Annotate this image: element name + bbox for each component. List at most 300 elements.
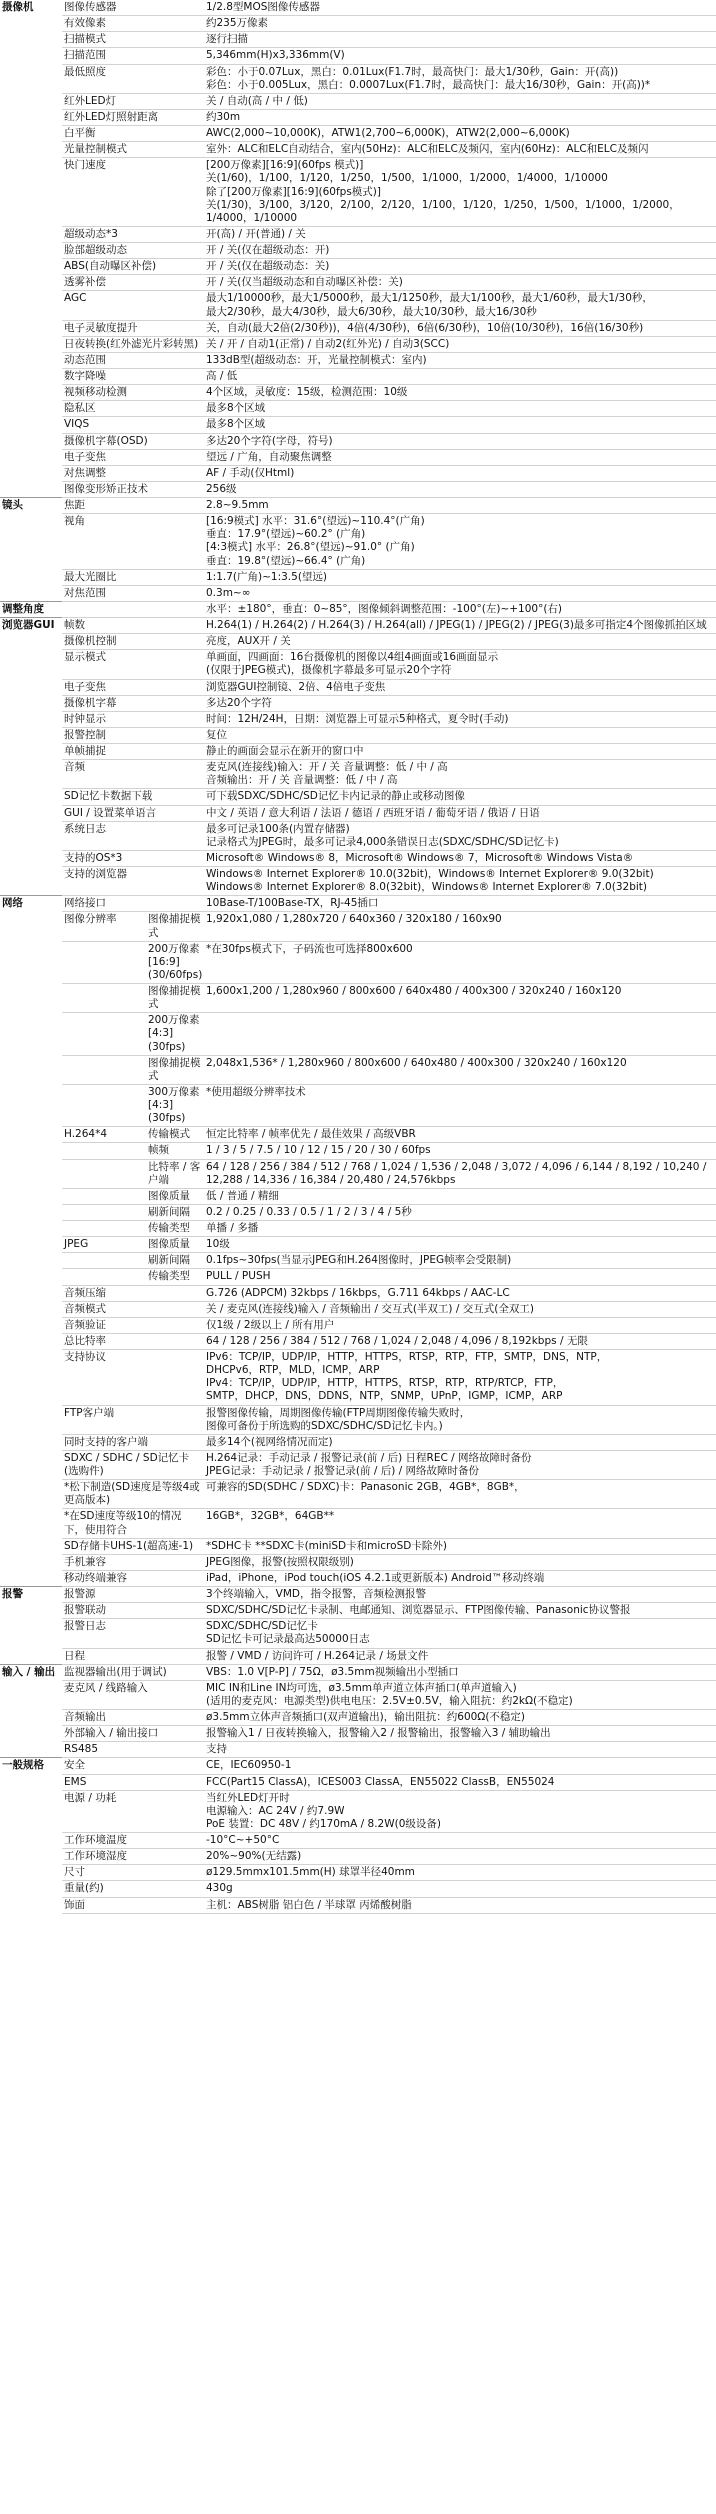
spec-row [0,126,716,142]
spec-label: 音频输出 [62,1710,204,1726]
section-spacer [0,1833,62,1849]
spec-sublabel: 图像质量 [146,1188,204,1204]
spec-label: 红外LED灯照射距离 [62,109,204,125]
spec-value [204,1253,716,1269]
section-spacer [0,760,62,789]
section-spacer [0,1159,62,1188]
section-spacer [0,695,62,711]
spec-label: 电子灵敏度提升 [62,320,204,336]
spec-row [0,449,716,465]
spec-value [204,1480,716,1509]
spec-value-line: 彩色：小于0.005Lux，黑白：0.0007Lux(F1.7时，最高快门：最大16/30秒，Gain：开(高))* [206,78,651,91]
spec-value-line: 报警图像传输，周期图像传输(FTP周期图像传输失败时， [206,1406,471,1419]
spec-row [0,1237,716,1253]
spec-value [204,821,716,850]
spec-row [0,711,716,727]
spec-value-line: 2,048x1,536* / 1,280x960 / 800x600 / 640x480 / 400x300 / 320x240 / 160x120 [206,1056,627,1069]
spec-row [0,1450,716,1479]
spec-value [204,449,716,465]
spec-value [204,48,716,64]
section-spacer [0,417,62,433]
spec-label: 监视器输出(用于调试) [62,1664,204,1680]
spec-value-line: IPv4：TCP/IP，UDP/IP，HTTP，HTTPS，RTSP，RTP，RTP/RTCP，FTP， [206,1377,564,1390]
spec-value [204,867,716,896]
section-spacer [0,1253,62,1269]
spec-row [0,1013,716,1055]
section-title: 摄像机 [2,1,34,13]
section-spacer [0,850,62,866]
spec-label: 视频移动检测 [62,385,204,401]
spec-label: 最大光圈比 [62,569,204,585]
spec-value [204,369,716,385]
spec-value [204,336,716,352]
section-spacer [0,32,62,48]
spec-label: 显示模式 [62,650,204,679]
spec-value [204,385,716,401]
spec-value-line: 垂直：19.8°(望远)~66.4° (广角) [206,554,366,567]
spec-row [0,618,716,634]
spec-label [62,1143,146,1159]
section-spacer [0,789,62,805]
spec-label: 隐私区 [62,401,204,417]
spec-label: SD存储卡UHS-1(超高速-1) [62,1538,204,1554]
section-spacer [0,1480,62,1509]
spec-row [0,433,716,449]
spec-row [0,1143,716,1159]
spec-row [0,1269,716,1285]
spec-row [0,1480,716,1509]
spec-value-line: 10级 [206,1238,230,1251]
spec-value-line: 水平：±180°，垂直：0~85°，图像倾斜调整范围：-100°(左)~+100°(右) [206,602,563,615]
section-spacer [0,650,62,679]
section-spacer [0,1143,62,1159]
spec-value-line: SDXC/SDHC/SD记忆卡录制、电邮通知、浏览器显示、FTP图像传输、Panasonic协议警报 [206,1604,631,1617]
section-spacer [0,1742,62,1758]
spec-value-line: 2.8~9.5mm [206,499,269,511]
spec-label: 红外LED灯 [62,93,204,109]
spec-value [204,1849,716,1865]
section-title: 网络 [0,896,62,912]
spec-value [204,912,716,941]
spec-value [204,1127,716,1143]
spec-value [204,1204,716,1220]
spec-value-line: 复位 [206,728,227,741]
spec-label: 重量(约) [62,1881,204,1897]
spec-label: 扫描范围 [62,48,204,64]
spec-label: 报警源 [62,1587,204,1603]
spec-label: 数字降噪 [62,369,204,385]
section-spacer [0,226,62,242]
spec-sublabel: 200万像素 [4:3](30fps) [146,1013,204,1055]
spec-value-line: 最多8个区域 [206,418,266,431]
spec-label: 手机兼容 [62,1554,204,1570]
spec-row [0,320,716,336]
spec-label: *在SD速度等级10的情况下，使用符合 [62,1509,204,1538]
spec-row [0,1833,716,1849]
spec-value-line: 中文 / 英语 / 意大利语 / 法语 / 德语 / 西班牙语 / 葡萄牙语 / 俄语 / 日语 [206,806,540,819]
spec-value-line: (仅限于JPEG模式)，摄像机字幕最多可显示20个字符 [206,664,452,677]
spec-value-line: 关，自动(最大2倍(2/30秒))，4倍(4/30秒)，6倍(6/30秒)，10倍(10/30秒)，16倍(16/30秒) [206,321,644,334]
spec-label: 单帧捕捉 [62,744,204,760]
spec-row [0,1253,716,1269]
spec-value-line: Windows® Internet Explorer® 8.0(32bit)，Windows® Internet Explorer® 7.0(32bit) [206,881,647,894]
spec-row [0,1538,716,1554]
spec-value-line: JPEG记录：手动记录 / 报警记录(前 / 后) / 网络故障时备份 [206,1465,480,1477]
section-spacer [0,352,62,368]
spec-label: 电子变焦 [62,449,204,465]
spec-value-line: SDXC/SDHC/SD记忆卡 [206,1620,318,1633]
spec-row [0,514,716,570]
spec-value [204,1833,716,1849]
spec-label: 饰面 [62,1897,204,1913]
spec-label: 音频 [62,760,204,789]
spec-label: 时钟显示 [62,711,204,727]
spec-value [204,1587,716,1603]
spec-label [62,1084,146,1126]
section-title: 调整角度 [0,601,62,617]
spec-label: SD记忆卡数据下载 [62,789,204,805]
spec-value [204,433,716,449]
spec-row [0,850,716,866]
spec-label: VIQS [62,417,204,433]
section-spacer [0,1405,62,1434]
spec-label: H.264*4 [62,1127,146,1143]
spec-value-line: H.264记录：手动记录 / 报警记录(前 / 后) 日程REC / 网络故障时备份 [206,1451,532,1464]
spec-value-line: 麦克风(连接线)输入：开 / 关 音量调整：低 / 中 / 高 [206,761,448,774]
spec-value [204,126,716,142]
spec-value [204,1603,716,1619]
spec-value-line: 高 / 低 [206,370,238,382]
section-title: 浏览器GUI [0,618,62,634]
spec-label: 系统日志 [62,821,204,850]
spec-value-line: 0.2 / 0.25 / 0.33 / 0.5 / 1 / 2 / 3 / 4 / 5秒 [206,1205,412,1218]
spec-value-line: 低 / 普通 / 精细 [206,1189,279,1202]
spec-row [0,1301,716,1317]
spec-value-line: CE，IEC60950-1 [206,1759,292,1772]
spec-value [204,401,716,417]
spec-value-line: 关 / 自动(高 / 中 / 低) [206,94,308,107]
spec-value-line: 最多14个(视网络情况而定) [206,1435,333,1448]
spec-row [0,369,716,385]
spec-value-line: H.264(1) / H.264(2) / H.264(3) / H.264(all) / JPEG(1) / JPEG(2) / JPEG(3)最多可指定4个图像抓拍区域 [206,619,707,631]
spec-value [204,1434,716,1450]
spec-row [0,1570,716,1586]
spec-row [0,498,716,514]
spec-label: 透雾补偿 [62,275,204,291]
spec-label: 支持协议 [62,1350,204,1406]
spec-value-line: AF / 手动(仅Html) [206,466,295,479]
spec-value [204,1159,716,1188]
spec-value-line: 最大2/30秒，最大4/30秒，最大6/30秒，最大10/30秒，最大16/30秒 [206,305,537,318]
spec-label: JPEG [62,1237,146,1253]
spec-label: ABS(自动曝区补偿) [62,259,204,275]
spec-value-line: 5,346mm(H)x3,336mm(V) [206,49,345,62]
spec-row [0,805,716,821]
spec-row [0,585,716,601]
section-spacer [0,385,62,401]
spec-value-line: 单画面，四画面：16台摄像机的图像以4组4画面或16画面显示 [206,651,499,664]
spec-row [0,259,716,275]
spec-row [0,1865,716,1881]
spec-value-line: 133dB型(超级动态：开，光量控制模式：室内) [206,353,427,366]
spec-label: 音频验证 [62,1317,204,1333]
section-spacer [0,1301,62,1317]
spec-value [204,514,716,570]
section-spacer [0,109,62,125]
spec-value [204,789,716,805]
spec-value [204,1619,716,1648]
section-spacer [0,1881,62,1897]
spec-value-line: 望远 / 广角，自动聚焦调整 [206,450,332,463]
spec-value [204,650,716,679]
spec-value-line: 室外：ALC和ELC自动结合，室内(50Hz)：ALC和ELC及频闪，室内(60Hz)：ALC和ELC及频闪 [206,143,649,156]
spec-label: 安全 [62,1758,204,1774]
spec-sublabel: 图像质量 [146,1237,204,1253]
spec-row [0,481,716,497]
spec-row [0,634,716,650]
section-spacer [0,1350,62,1406]
section-spacer [0,912,62,941]
spec-label: 网络接口 [62,896,204,912]
spec-sublabel: 传输模式 [146,1127,204,1143]
spec-row [0,1317,716,1333]
spec-label: 支持的OS*3 [62,850,204,866]
spec-row [0,1285,716,1301]
section-spacer [0,1188,62,1204]
spec-value [204,1285,716,1301]
spec-value-line: SD记忆卡可记录最高达50000日志 [206,1633,370,1646]
spec-value-line: 3个终端输入，VMD，指令报警，音频检测报警 [206,1588,427,1600]
spec-value-line: 可下载SDXC/SDHC/SD记忆卡内记录的静止或移动图像 [206,790,465,803]
spec-label [62,984,146,1013]
spec-value [204,417,716,433]
spec-row [0,650,716,679]
spec-label: 焦距 [62,498,204,514]
section-spacer [0,142,62,158]
spec-value-line: 仅1级 / 2级以上 / 所有用户 [206,1318,335,1331]
spec-value [204,1554,716,1570]
spec-value [204,32,716,48]
spec-value [204,1269,716,1285]
section-spacer [0,711,62,727]
spec-value [204,481,716,497]
spec-row [0,243,716,259]
spec-row [0,1333,716,1349]
section-spacer [0,744,62,760]
spec-sublabel: 图像捕捉模式 [146,912,204,941]
spec-value [204,320,716,336]
spec-label: 麦克风 / 线路输入 [62,1680,204,1709]
spec-value [204,1143,716,1159]
spec-label: 对焦调整 [62,465,204,481]
section-spacer [0,1865,62,1881]
spec-label: 移动终端兼容 [62,1570,204,1586]
spec-row [0,142,716,158]
spec-value [204,1013,716,1055]
section-spacer [0,433,62,449]
spec-value [204,1317,716,1333]
spec-row [0,821,716,850]
spec-value-line: 1,920x1,080 / 1,280x720 / 640x360 / 320x180 / 160x90 [206,913,502,926]
spec-value-line: 0.1fps~30fps(当显示JPEG和H.264图像时，JPEG帧率会受限制) [206,1254,512,1267]
spec-value-line: 约235万像素 [206,17,269,30]
spec-value [204,896,716,912]
spec-row [0,32,716,48]
spec-sublabel: 传输类型 [146,1221,204,1237]
spec-value-line: 记录格式为JPEG时，最多可记录4,000条错误日志(SDXC/SDHC/SD记忆卡) [206,835,559,848]
spec-row [0,789,716,805]
spec-value-line: 430g [206,1882,233,1895]
spec-label [62,941,146,983]
spec-row [0,1790,716,1832]
section-title: 一般规格 [0,1758,62,1774]
spec-label [62,1269,146,1285]
spec-row [0,417,716,433]
spec-value-line: 1/2.8型MOS图像传感器 [206,1,320,13]
spec-value-line: 多达20个字符(字母，符号) [206,434,333,447]
spec-row [0,275,716,291]
spec-value-line: 开 / 关(仅当超级动态和自动曝区补偿：关) [206,276,403,289]
section-spacer [0,984,62,1013]
spec-row [0,1221,716,1237]
spec-value-line: 电源输入：AC 24V / 约7.9W [206,1804,345,1817]
section-spacer [0,243,62,259]
spec-value [204,850,716,866]
spec-row [0,1084,716,1126]
spec-value [204,984,716,1013]
spec-value [204,634,716,650]
spec-row [0,1405,716,1434]
spec-label: 有效像素 [62,16,204,32]
spec-label [62,1204,146,1220]
spec-row [0,1055,716,1084]
spec-row [0,1603,716,1619]
spec-value-line: 4个区域，灵敏度：15级，检测范围：10级 [206,386,408,399]
spec-label: 工作环境温度 [62,1833,204,1849]
section-spacer [0,1269,62,1285]
spec-row [0,226,716,242]
spec-label: 报警控制 [62,727,204,743]
spec-value-line: Microsoft® Windows® 8，Microsoft® Windows® 7，Microsoft® Windows Vista® [206,851,634,864]
spec-label: 摄像机字幕 [62,695,204,711]
section-spacer [0,1221,62,1237]
spec-value [204,1648,716,1664]
spec-label: 同时支持的客户端 [62,1434,204,1450]
spec-value-line: 约30m [206,110,241,123]
spec-value-line: 256级 [206,482,237,495]
spec-row [0,465,716,481]
section-spacer [0,16,62,32]
spec-value [204,1726,716,1742]
spec-row [0,64,716,93]
spec-row [0,401,716,417]
spec-value-line: 静止的画面会显示在新开的窗口中 [206,745,364,757]
spec-value [204,1301,716,1317]
spec-label [62,1188,146,1204]
spec-value [204,1570,716,1586]
spec-value-line: PULL / PUSH [206,1270,271,1283]
spec-label: 最低照度 [62,64,204,93]
spec-label [62,1055,146,1084]
spec-row [0,1648,716,1664]
section-spacer [0,158,62,227]
spec-row [0,1758,716,1774]
spec-value [204,109,716,125]
spec-sublabel: 300万像素 [4:3](30fps) [146,1084,204,1126]
spec-value-line: [16:9模式] 水平：31.6°(望远)~110.4°(广角) [206,515,425,528]
section-spacer [0,1204,62,1220]
spec-value-line: 浏览器GUI控制镜、2倍、4倍电子变焦 [206,680,386,693]
spec-value-line: 最多可记录100条(内置存储器) [206,822,350,835]
spec-row [0,1350,716,1406]
spec-value-line: 关(1/60)，1/100，1/120，1/250，1/500，1/1000，1/2000，1/4000，1/10000 [206,172,608,185]
section-spacer [0,805,62,821]
spec-value-line: 报警 / VMD / 访问许可 / H.264记录 / 场景文件 [206,1649,429,1662]
spec-label: 日夜转换(红外滤光片彩转黑) [62,336,204,352]
section-spacer [0,449,62,465]
spec-value [204,158,716,227]
spec-label [62,1013,146,1055]
spec-value-line: PoE 装置：DC 48V / 约170mA / 8.2W(0级设备) [206,1817,441,1830]
spec-row [0,352,716,368]
spec-value [204,1188,716,1204]
spec-label [62,601,204,617]
spec-value [204,0,716,16]
spec-value [204,16,716,32]
spec-row [0,679,716,695]
spec-row [0,16,716,32]
section-title: 镜头 [0,498,62,514]
spec-row [0,385,716,401]
spec-value-line: 时间：12H/24H，日期：浏览器上可显示5种格式，夏令时(手动) [206,712,509,725]
spec-value-line: 主机：ABS树脂 铝白色 / 半球罩 丙烯酸树脂 [206,1898,412,1911]
section-spacer [0,336,62,352]
spec-value-line: 1:1.7(广角)~1:3.5(望远) [206,570,328,583]
section-spacer [0,1055,62,1084]
spec-label: 视角 [62,514,204,570]
spec-label: 工作环境湿度 [62,1849,204,1865]
spec-row [0,1509,716,1538]
spec-row [0,896,716,912]
spec-value-line: 支持 [206,1743,227,1756]
spec-value [204,1333,716,1349]
spec-row [0,1726,716,1742]
section-spacer [0,1603,62,1619]
section-spacer [0,679,62,695]
section-spacer [0,64,62,93]
section-spacer [0,1849,62,1865]
spec-value [204,1881,716,1897]
spec-row [0,291,716,320]
spec-value-line: *使用超级分辨率技术 [206,1085,306,1098]
spec-sublabel: 帧频 [146,1143,204,1159]
spec-value-line: 开(高) / 开(普通) / 关 [206,227,306,240]
spec-row [0,1680,716,1709]
spec-value [204,1450,716,1479]
spec-value [204,1350,716,1406]
spec-value-line: MIC IN和Line IN均可选，ø3.5mm单声道立体声插口(单声道输入) [206,1681,517,1694]
spec-value [204,498,716,514]
spec-value-line: Windows® Internet Explorer® 10.0(32bit)，Windows® Internet Explorer® 9.0(32bit) [206,868,654,880]
spec-value [204,142,716,158]
spec-label: 动态范围 [62,352,204,368]
spec-value-line: 垂直：17.9°(望远)~60.2° (广角) [206,528,366,541]
spec-row [0,984,716,1013]
spec-row [0,1881,716,1897]
spec-sublabel: 比特率 / 客户端 [146,1159,204,1188]
spec-value [204,1055,716,1084]
spec-value-line: 关 / 开 / 自动1(正常) / 自动2(红外光) / 自动3(SCC) [206,337,450,350]
